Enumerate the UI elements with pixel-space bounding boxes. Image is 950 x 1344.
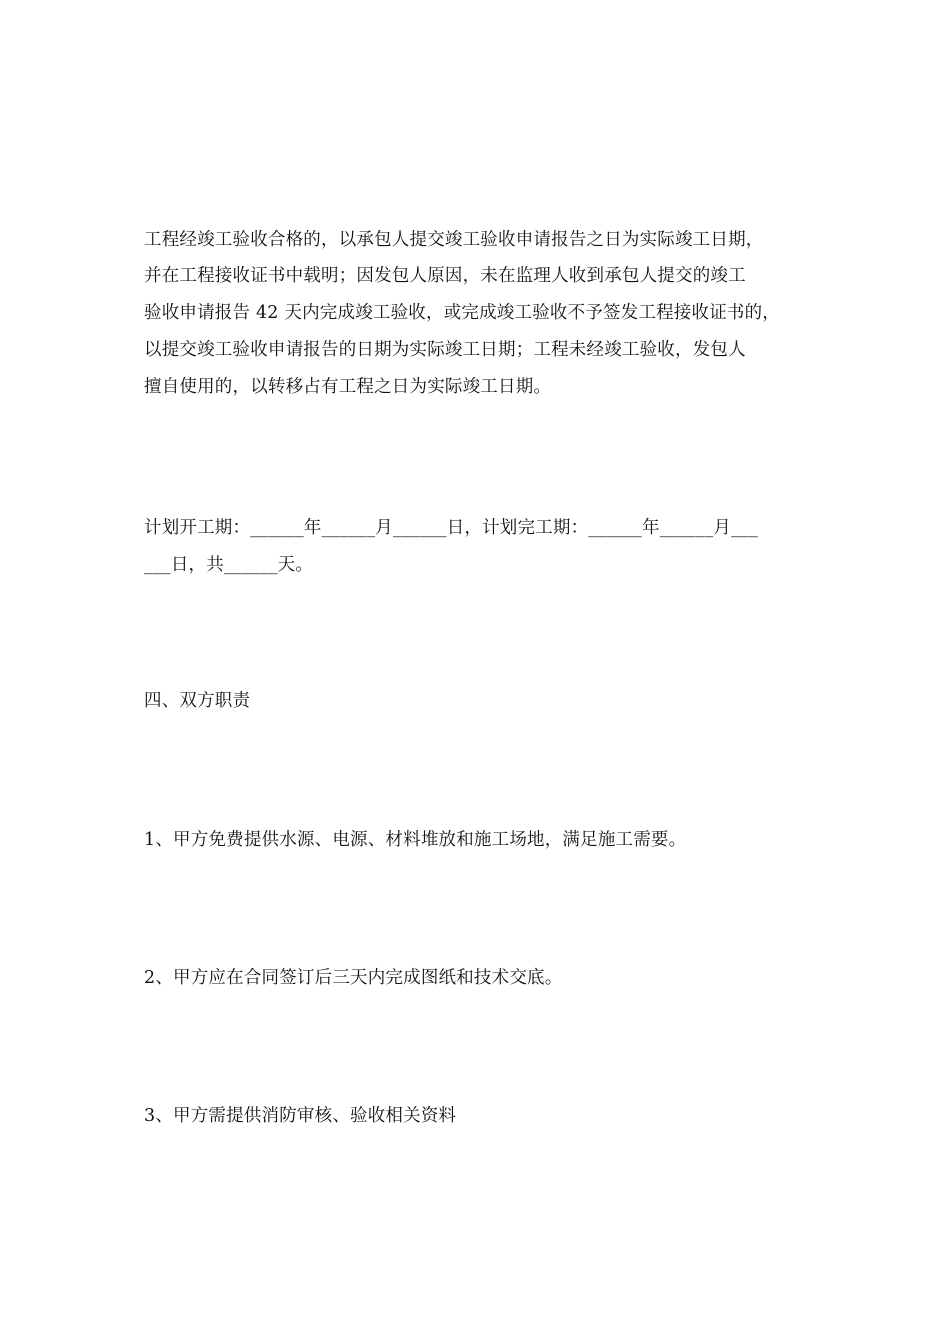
schedule-line-2: ___日，共______天。 (144, 555, 314, 575)
paragraph-line-3: 验收申请报告 42 天内完成竣工验收，或完成竣工验收不予签发工程接收证书的， (144, 303, 780, 323)
list-item-3: 3、甲方需提供消防审核、验收相关资料 (144, 1106, 457, 1126)
paragraph-line-5: 擅自使用的，以转移占有工程之日为实际竣工日期。 (144, 377, 552, 397)
list-item-1: 1、甲方免费提供水源、电源、材料堆放和施工场地，满足施工需要。 (144, 830, 687, 850)
list-item-2: 2、甲方应在合同签订后三天内完成图纸和技术交底。 (144, 968, 563, 988)
paragraph-line-4: 以提交竣工验收申请报告的日期为实际竣工日期；工程未经竣工验收，发包人 (144, 340, 746, 360)
paragraph-line-1: 工程经竣工验收合格的，以承包人提交竣工验收申请报告之日为实际竣工日期， (144, 230, 764, 250)
section-heading: 四、双方职责 (144, 691, 251, 711)
schedule-line-1: 计划开工期：______年______月______日，计划完工期：______年______月___ (144, 518, 758, 538)
paragraph-line-2: 并在工程接收证书中载明；因发包人原因，未在监理人收到承包人提交的竣工 (144, 266, 746, 286)
